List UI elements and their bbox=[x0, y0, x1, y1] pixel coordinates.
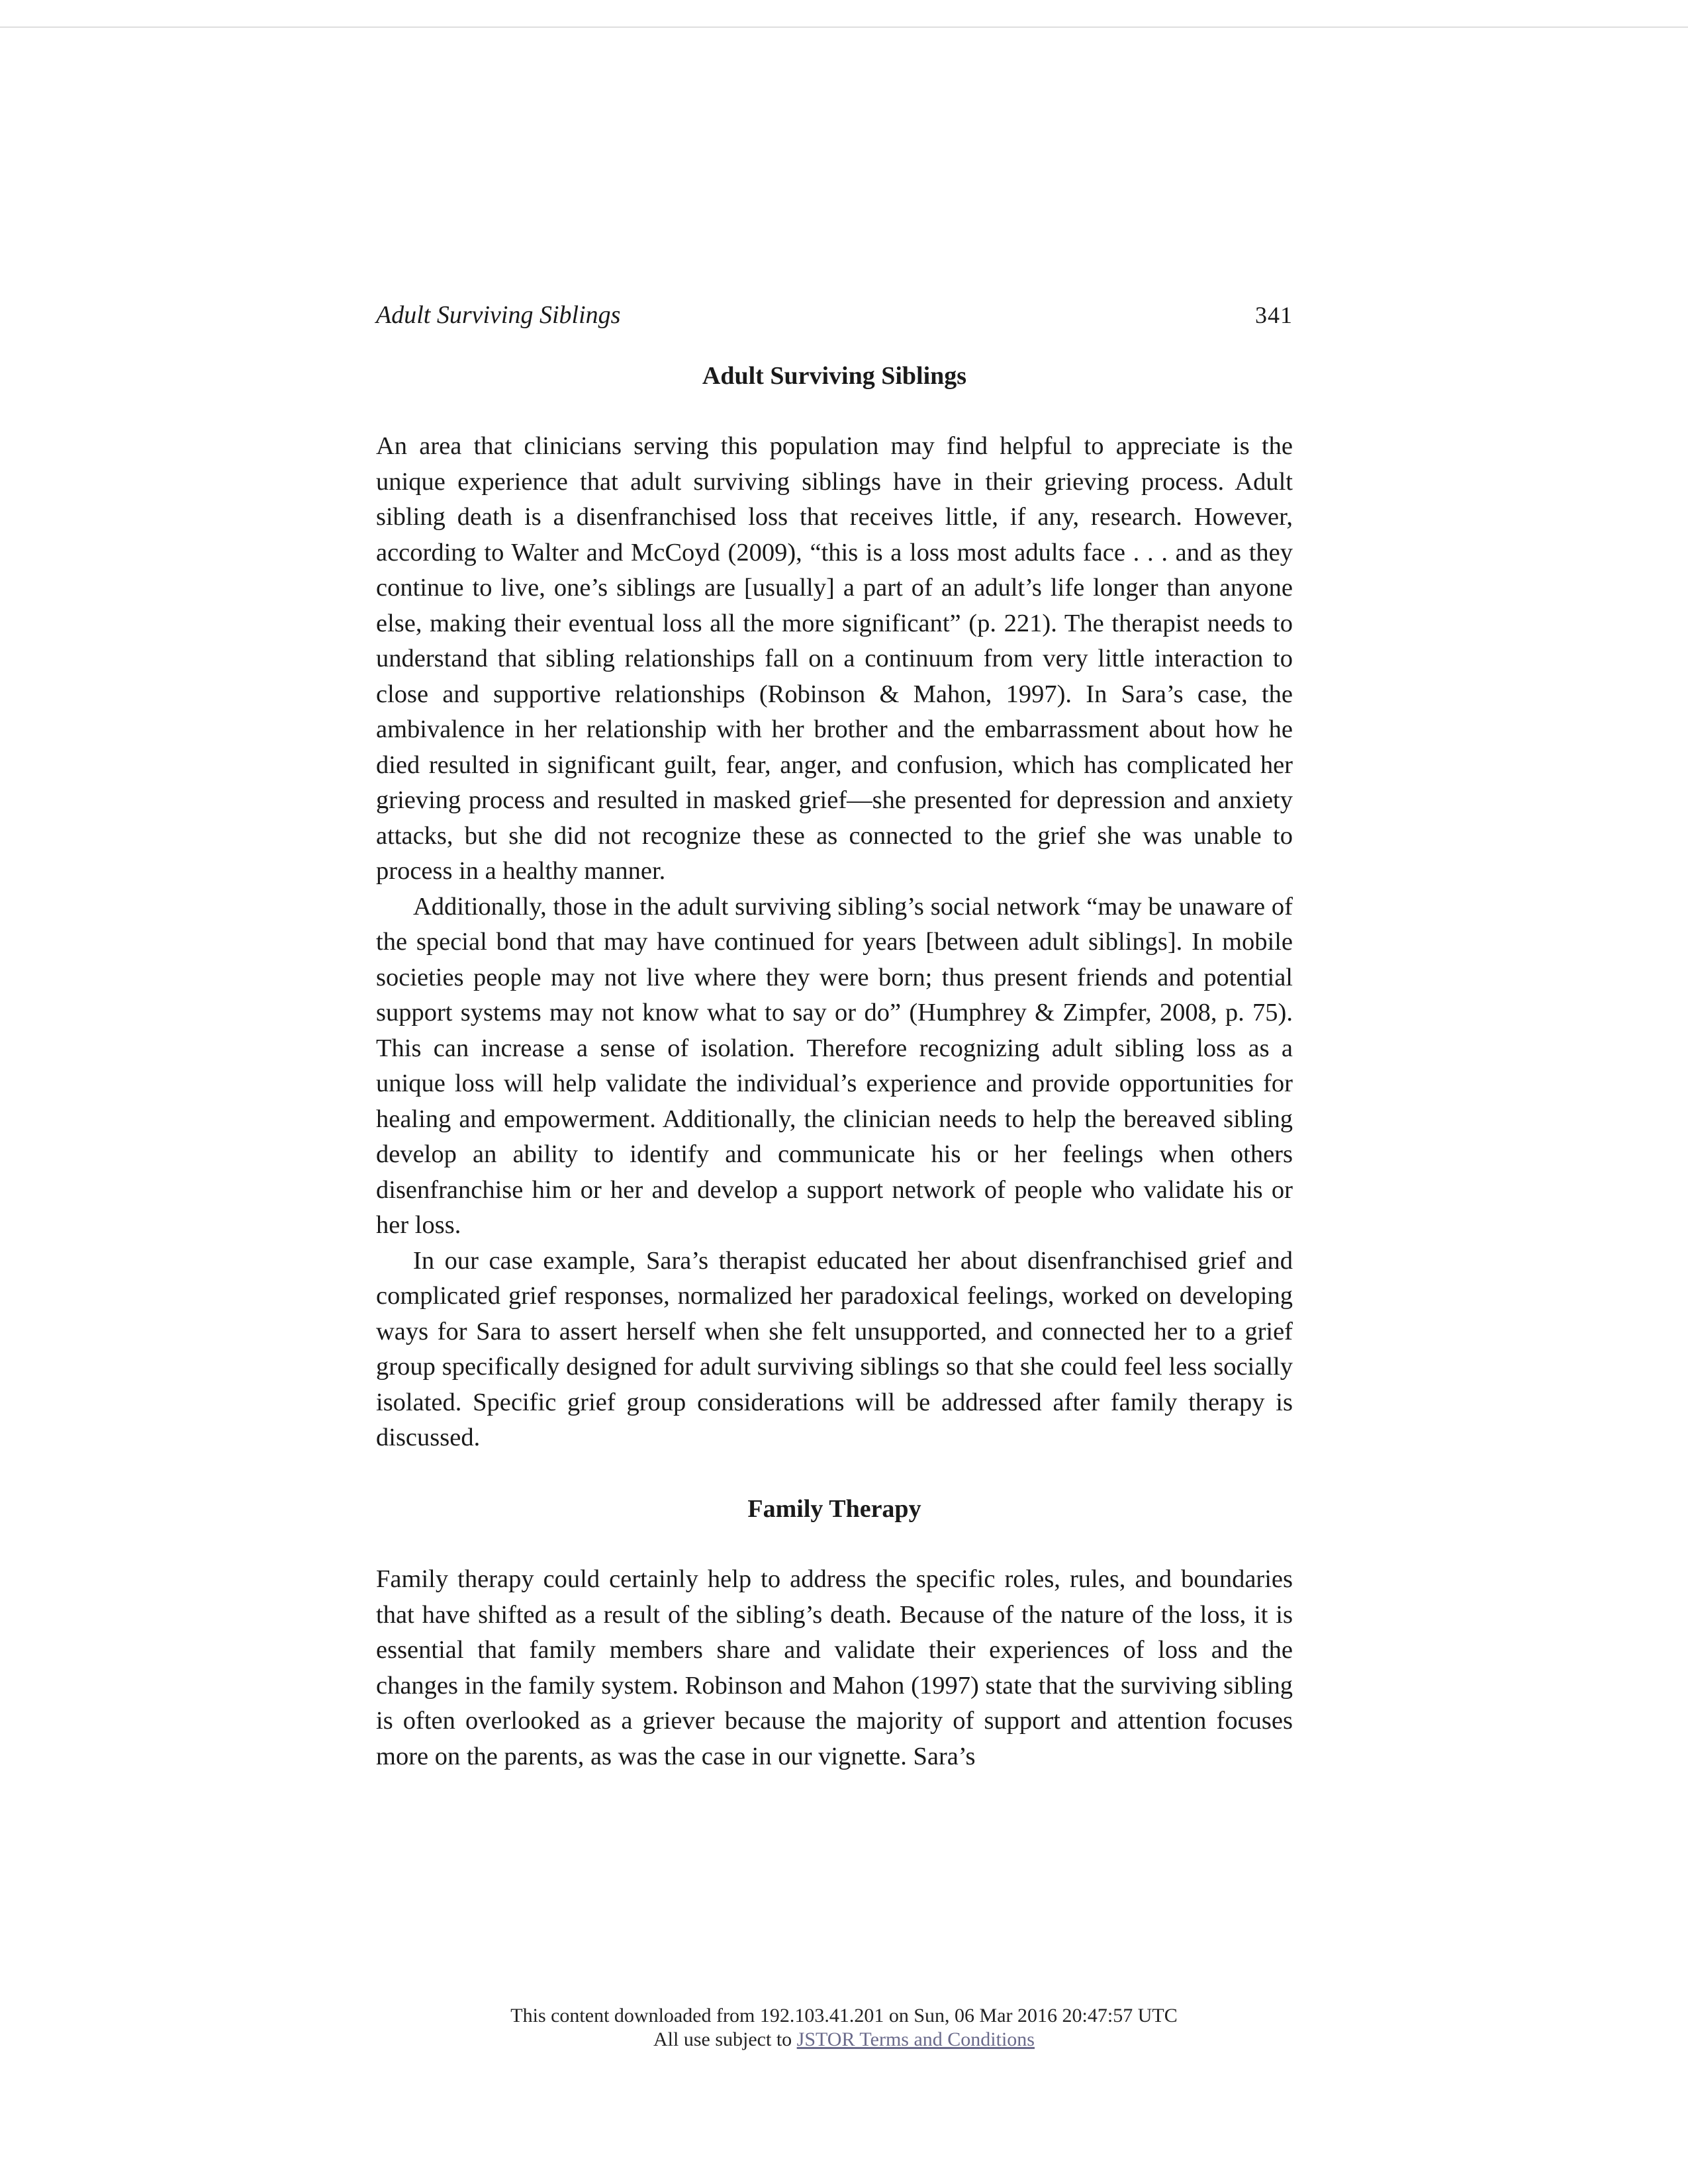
footer-download-info: This content downloaded from 192.103.41.201 on Sun, 06 Mar 2016 20:47:57 UTC bbox=[510, 2005, 1178, 2026]
running-head-title: Adult Surviving Siblings bbox=[376, 301, 621, 329]
section-heading-adult-surviving-siblings: Adult Surviving Siblings bbox=[702, 362, 967, 390]
running-head bbox=[376, 295, 1293, 335]
footer-terms-line bbox=[0, 2028, 1688, 2052]
paragraph: In our case example, Sara’s therapist educated her about disenfranchised grief and complicated grief responses, normalized her paradoxical feelings, worked on developing ways for Sara to assert herself when she felt unsupported, and connected her to a grief group specifically designed for adult surviving siblings so that she could feel less socially isolated. Specific grief group considerations will be addressed after family therapy is discussed. bbox=[376, 1246, 1293, 1451]
paragraph: Additionally, those in the adult surviving sibling’s social network “may be unaware of the special bond that may have continued for years [between adult siblings]. In mobile societies people may not live where they were born; thus present friends and potential support systems may not know what to say or do” (Humphrey & Zimpfer, 2008, p. 75). This can increase a sense of isolation. Therefore recognizing adult sibling loss as a unique loss will help validate the individual’s experience and provide opportunities for healing and empowerment. Additionally, the clinician needs to help the bereaved sibling develop an ability to identify and communicate his or her feelings when others disenfranchise him or her and develop a support network of people who validate his or her loss. bbox=[376, 892, 1293, 1239]
paragraph: Family therapy could certainly help to address the specific roles, rules, and boundaries that have shifted as a result of the sibling’s death. Because of the nature of the loss, it is essential that family members share and validate their experiences of loss and the changes in the family system. Robinson and Mahon (1997) state that the surviving sibling is often overlooked as a griever because the majority of support and attention focuses more on the parents, as was the case in our vignette. Sara’s bbox=[376, 1565, 1293, 1770]
section-body-family-therapy bbox=[376, 1562, 1293, 1774]
scan-edge-line bbox=[0, 26, 1688, 28]
section-heading-family-therapy: Family Therapy bbox=[747, 1495, 921, 1523]
download-footer bbox=[0, 2004, 1688, 2052]
paragraph: An area that clinicians serving this population may find helpful to appreciate is the unique experience that adult surviving siblings have in their grieving process. Adult sibling death is a disenfranchised loss that receives little, if any, research. However, according to Walter and McCoyd (2009), “this is a loss most adults face . . . and as they continue to live, one’s siblings are [usually] a part of an adult’s life longer than anyone else, making their eventual loss all the more significant” (p. 221). The therapist needs to understand that sibling relationships fall on a continuum from very little interaction to close and supportive relationships (Robinson & Mahon, 1997). In Sara’s case, the ambivalence in her relationship with her brother and the embarrassment about how he died resulted in significant guilt, fear, anger, and confusion, which has complicated her grieving process and resulted in masked grief—she presented for depression and anxiety attacks, but she did not recognize these as connected to the grief she was unable to process in a healthy manner. bbox=[376, 432, 1293, 885]
section-body-adult-surviving-siblings bbox=[376, 429, 1293, 1456]
jstor-terms-link[interactable]: JSTOR Terms and Conditions bbox=[796, 2028, 1035, 2050]
page-number: 341 bbox=[1255, 302, 1293, 328]
footer-terms-prefix: All use subject to bbox=[653, 2028, 797, 2050]
